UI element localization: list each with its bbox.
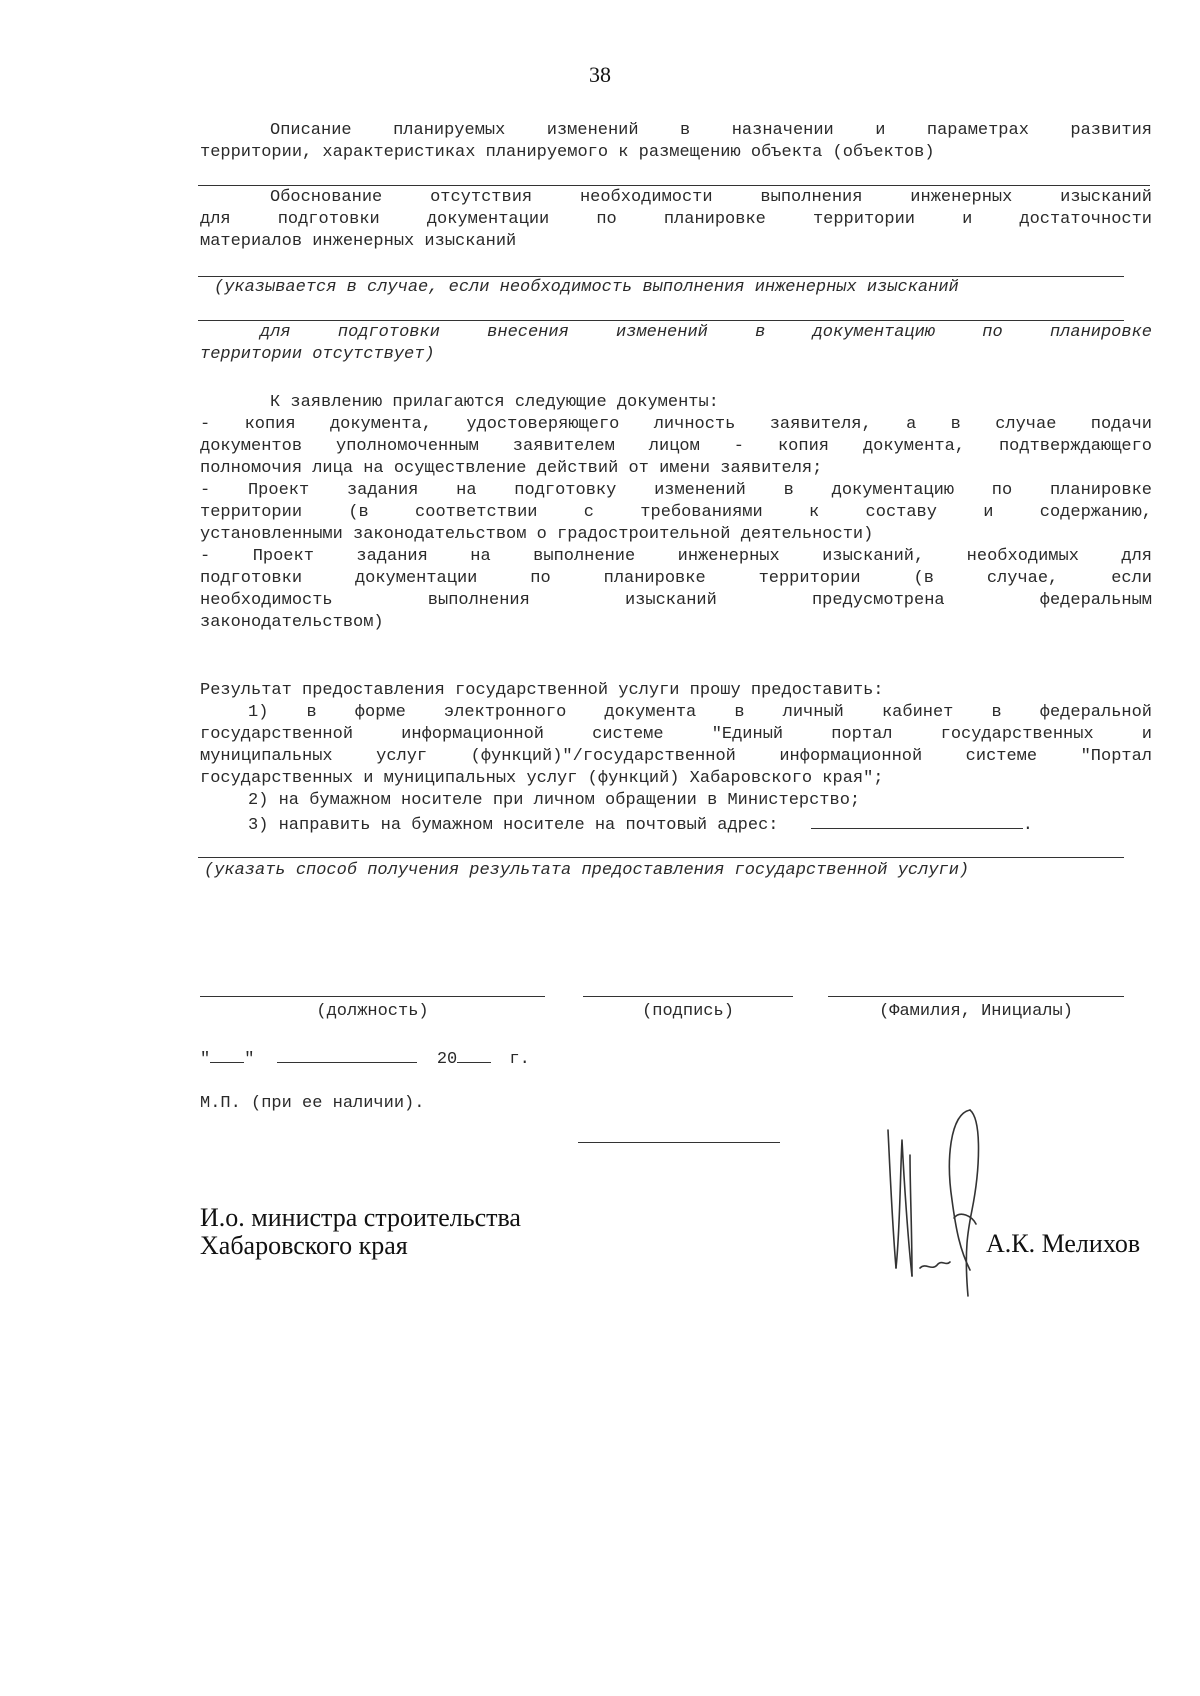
result-option-1-line-1: 1) в форме электронного документа в личный кабинет в федеральной: [248, 703, 1152, 722]
fill-line: [198, 320, 1124, 321]
note-line-2: для подготовки внесения изменений в документацию по планировке: [260, 323, 1152, 342]
note-line-3: территории отсутствует): [200, 345, 435, 364]
result-caption: (указать способ получения результата предоставления государственной услуги): [204, 861, 970, 880]
fill-line: [198, 185, 1150, 186]
note-line-1: (указывается в случае, если необходимость выполнения инженерных изысканий: [214, 278, 959, 297]
signature-line: [583, 996, 793, 997]
month-blank: [277, 1046, 417, 1063]
result-option-1-line-3: муниципальных услуг (функций)"/государственной информационной системе "Портал: [200, 747, 1152, 766]
result-option-3: [248, 812, 1152, 837]
handwritten-signature: [880, 1100, 1000, 1300]
position-line: [200, 996, 545, 997]
result-option-1-line-4: государственных и муниципальных услуг (функций) Хабаровского края";: [200, 769, 884, 788]
year-prefix: 20: [436, 1050, 458, 1069]
position-caption: (должность): [316, 1002, 429, 1021]
attachment-2-line-3: установленными законодательством о градостроительной деятельности): [200, 525, 874, 544]
result-option-1-line-2: государственной информационной системе "Единый портал государственных и: [200, 725, 1152, 744]
justification-line-1: Обоснование отсутствия необходимости выполнения инженерных изысканий: [270, 188, 1152, 207]
attachment-2-line-2: территории (в соответствии с требованиями к составу и содержанию,: [200, 503, 1152, 522]
attachment-3-line-3: необходимость выполнения изысканий предусмотрена федеральным: [200, 591, 1152, 610]
stamp-note: М.П. (при ее наличии).: [200, 1094, 425, 1113]
short-line: [578, 1142, 780, 1143]
date-line: [200, 1046, 1152, 1071]
justification-line-2: для подготовки документации по планировке территории и достаточности: [200, 210, 1152, 229]
attachment-3-line-1: - Проект задания на выполнение инженерных изысканий, необходимых для: [200, 547, 1152, 566]
attachment-3-line-2: подготовки документации по планировке территории (в случае, если: [200, 569, 1152, 588]
page-number: 38: [589, 62, 611, 87]
justification-line-3: материалов инженерных изысканий: [200, 232, 517, 251]
description-line-1: Описание планируемых изменений в назначении и параметрах развития: [270, 121, 1152, 140]
signatory-name: А.К. Мелихов: [986, 1229, 1141, 1258]
name-caption: (Фамилия, Инициалы): [879, 1002, 1073, 1021]
attachment-1-line-3: полномочия лица на осуществление действий от имени заявителя;: [200, 459, 823, 478]
attachment-2-line-1: - Проект задания на подготовку изменений в документацию по планировке: [200, 481, 1152, 500]
attachment-1-line-2: документов уполномоченным заявителем лицом - копия документа, подтверждающего: [200, 437, 1152, 456]
fill-line: [198, 857, 1124, 858]
name-line: [828, 996, 1124, 997]
result-option-3-text: 3) направить на бумажном носителе на почтовый адрес:: [248, 816, 779, 835]
date-quote-open: ": [200, 1050, 211, 1069]
attachment-3-line-4: законодательством): [200, 613, 384, 632]
signatory-title-line-1: И.о. министра строительства: [200, 1203, 521, 1232]
year-blank: [457, 1046, 491, 1063]
attachments-intro: К заявлению прилагаются следующие документы:: [270, 393, 719, 412]
postal-address-blank: [811, 812, 1023, 829]
signature-caption: (подпись): [642, 1002, 734, 1021]
date-quote-close: ": [244, 1050, 255, 1069]
year-suffix: г.: [509, 1050, 530, 1069]
description-line-2: территории, характеристиках планируемого к размещению объекта (объектов): [200, 143, 935, 162]
result-option-2: 2) на бумажном носителе при личном обращении в Министерство;: [248, 791, 861, 810]
result-option-3-end: .: [1022, 816, 1033, 835]
signatory-title-line-2: Хабаровского края: [200, 1231, 408, 1260]
day-blank: [210, 1046, 244, 1063]
attachment-1-line-1: - копия документа, удостоверяющего личность заявителя, а в случае подачи: [200, 415, 1152, 434]
result-intro: Результат предоставления государственной услуги прошу предоставить:: [200, 681, 884, 700]
